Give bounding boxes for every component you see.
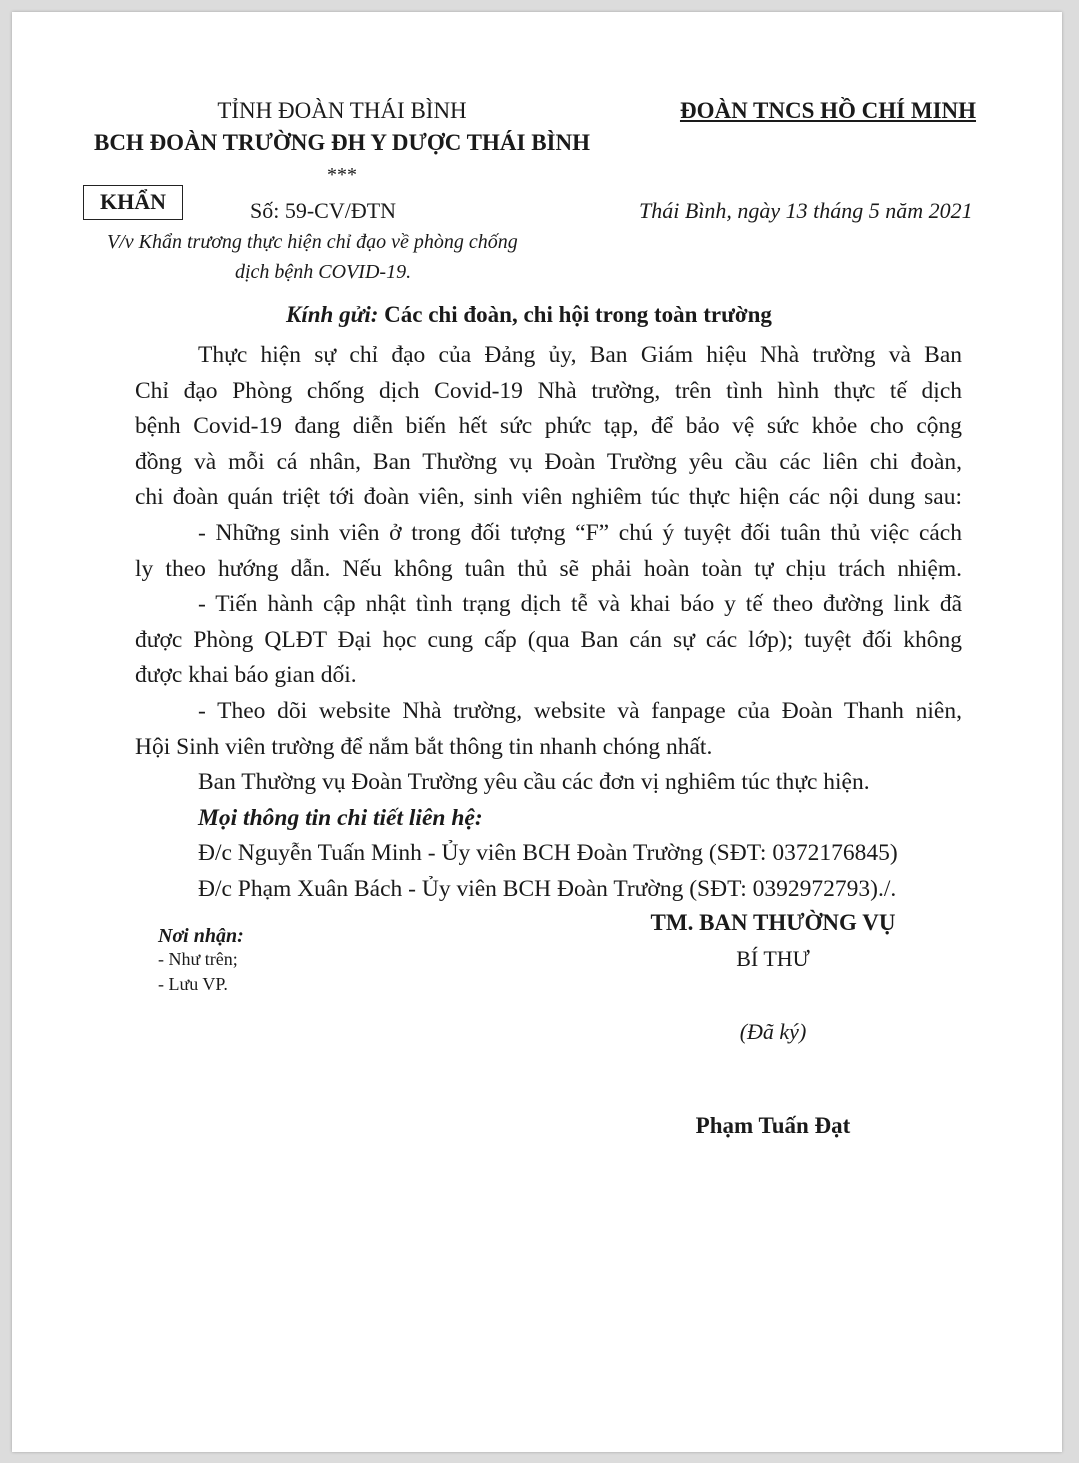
item-3 <box>135 694 962 765</box>
org-parent: TỈNH ĐOÀN THÁI BÌNH <box>217 98 467 123</box>
document-page <box>12 12 1062 1452</box>
text-line: bệnh Covid-19 đang diễn biến hết sức phức tạp, để bảo vệ sức khỏe cho cộng <box>135 413 962 439</box>
header-stars: *** <box>327 164 357 186</box>
recipients-label: Nơi nhận: <box>158 925 244 947</box>
subject-line-2: dịch bệnh COVID-19. <box>235 261 412 283</box>
item-2 <box>135 587 962 694</box>
text-line: Chỉ đạo Phòng chống dịch Covid-19 Nhà trường, trên tình hình thực tế dịch <box>135 377 962 404</box>
recipient-line <box>286 302 772 328</box>
doc-number: Số: 59-CV/ĐTN <box>250 198 397 223</box>
text-line: chi đoàn quán triệt tới đoàn viên, sinh viên nghiêm túc thực hiện các nội dung sau: <box>135 484 962 510</box>
text-line: ly theo hướng dẫn. Nếu không tuân thủ sẽ phải hoàn toàn tự chịu trách nhiệm. <box>135 555 962 582</box>
subject-line-1: V/v Khẩn trương thực hiện chỉ đạo về phòng chống <box>107 231 518 253</box>
signature-title: TM. BAN THƯỜNG VỤ <box>650 910 896 935</box>
intro-paragraph <box>135 338 962 516</box>
text-line: đồng và mỗi cá nhân, Ban Thường vụ Đoàn Trường yêu cầu các liên chi đoàn, <box>135 448 962 475</box>
text-line: Hội Sinh viên trường để nắm bắt thông tin nhanh chóng nhất. <box>135 733 713 760</box>
contact-heading: Mọi thông tin chi tiết liên hệ: <box>198 804 483 831</box>
contact-2: Đ/c Phạm Xuân Bách - Ủy viên BCH Đoàn Trường (SĐT: 0392972793)./. <box>198 875 897 902</box>
recipients-item: - Lưu VP. <box>158 974 228 994</box>
org-name: BCH ĐOÀN TRƯỜNG ĐH Y DƯỢC THÁI BÌNH <box>93 130 591 155</box>
closing-paragraph <box>135 765 962 907</box>
text-line: được Phòng QLĐT Đại học cung cấp (qua Ban cán sự các lớp); tuyệt đối không <box>135 626 962 653</box>
place-date: Thái Bình, ngày 13 tháng 5 năm 2021 <box>639 198 973 223</box>
text-line: Thực hiện sự chỉ đạo của Đảng ủy, Ban Giám hiệu Nhà trường và Ban <box>198 342 962 368</box>
signature-signed: (Đã ký) <box>739 1019 807 1044</box>
signature-position: BÍ THƯ <box>736 946 810 971</box>
text-line: - Theo dõi website Nhà trường, website và fanpage của Đoàn Thanh niên, <box>198 698 962 724</box>
text-line: - Tiến hành cập nhật tình trạng dịch tễ và khai báo y tế theo đường link đã <box>198 591 962 617</box>
signature-name: Phạm Tuấn Đạt <box>695 1113 851 1138</box>
recipients-item: - Như trên; <box>158 949 238 969</box>
contact-1: Đ/c Nguyễn Tuấn Minh - Ủy viên BCH Đoàn Trường (SĐT: 0372176845) <box>198 840 898 866</box>
union-name: ĐOÀN TNCS HỒ CHÍ MINH <box>679 98 977 123</box>
text-line: Ban Thường vụ Đoàn Trường yêu cầu các đơn vị nghiêm túc thực hiện. <box>198 769 870 795</box>
text-line: được khai báo gian dối. <box>135 662 357 688</box>
recipient-label: Kính gửi: <box>286 302 379 327</box>
recipient-text: Các chi đoàn, chi hội trong toàn trường <box>378 302 772 327</box>
text-line: - Những sinh viên ở trong đối tượng “F” chú ý tuyệt đối tuân thủ việc cách <box>198 520 962 546</box>
item-1 <box>135 516 962 587</box>
urgent-stamp: KHẨN <box>83 185 183 220</box>
